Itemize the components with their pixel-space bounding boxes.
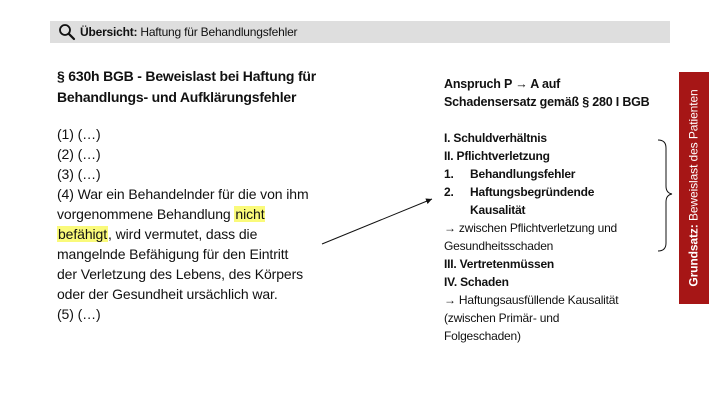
scheme-note: → Haftungsausfüllende Kausalität	[444, 293, 619, 307]
scheme-note: → zwischen Pflichtverletzung und	[444, 221, 618, 235]
principle-label-text: Beweislast des Patienten	[687, 89, 702, 225]
curly-brace	[658, 140, 672, 251]
scheme-subitem-cont: Kausalität	[470, 203, 526, 217]
scheme-item: II. Pflichtverletzung	[444, 149, 550, 163]
overview-label: Übersicht:	[80, 25, 138, 39]
subitem-number: 1.	[444, 167, 454, 181]
scheme-note: Gesundheitsschaden	[444, 239, 554, 253]
scheme-note: (zwischen Primär- und	[444, 311, 560, 325]
subitem-number: 2.	[444, 185, 454, 199]
principle-banner	[679, 72, 709, 304]
paragraph-text: , wird vermutet, dass die	[108, 226, 258, 242]
principle-label-bold: Grundsatz:	[687, 224, 702, 287]
paragraph-4-line: der Verletzung des Lebens, des Körpers	[57, 266, 304, 282]
subitem-text: Haftungsbegründende	[470, 185, 595, 199]
scheme-note: Folgeschaden)	[444, 329, 521, 343]
highlighted-text: befähigt	[58, 226, 108, 242]
paragraph-1: (1) (…)	[57, 126, 101, 142]
paragraph-4-line: oder der Gesundheit ursächlich war.	[57, 286, 278, 302]
principle-label	[687, 89, 701, 286]
highlighted-text: nicht	[235, 206, 265, 222]
law-title-line: Behandlungs- und Aufklärungsfehler	[57, 89, 297, 105]
connector-arrow	[322, 199, 432, 244]
paragraph-4-line: (4) War ein Behandelnder für die von ihm	[57, 186, 309, 202]
scheme-item: III. Vertretenmüssen	[444, 257, 555, 271]
claim-title-line: Anspruch P → A auf	[444, 77, 561, 91]
paragraph-text: vorgenommene Behandlung	[57, 206, 235, 222]
overview-text: Haftung für Behandlungsfehler	[140, 25, 298, 39]
scheme-item: IV. Schaden	[444, 275, 509, 289]
paragraph-4-line: mangelnde Befähigung für den Eintritt	[57, 246, 289, 262]
subitem-text: Behandlungsfehler	[470, 167, 576, 181]
scheme-item: I. Schuldverhältnis	[444, 131, 547, 145]
law-title-line: § 630h BGB - Beweislast bei Haftung für	[57, 68, 317, 84]
paragraph-5: (5) (…)	[57, 306, 101, 322]
claim-title-line: Schadensersatz gemäß § 280 I BGB	[444, 95, 650, 109]
paragraph-2: (2) (…)	[57, 146, 101, 162]
paragraph-3: (3) (…)	[57, 166, 101, 182]
